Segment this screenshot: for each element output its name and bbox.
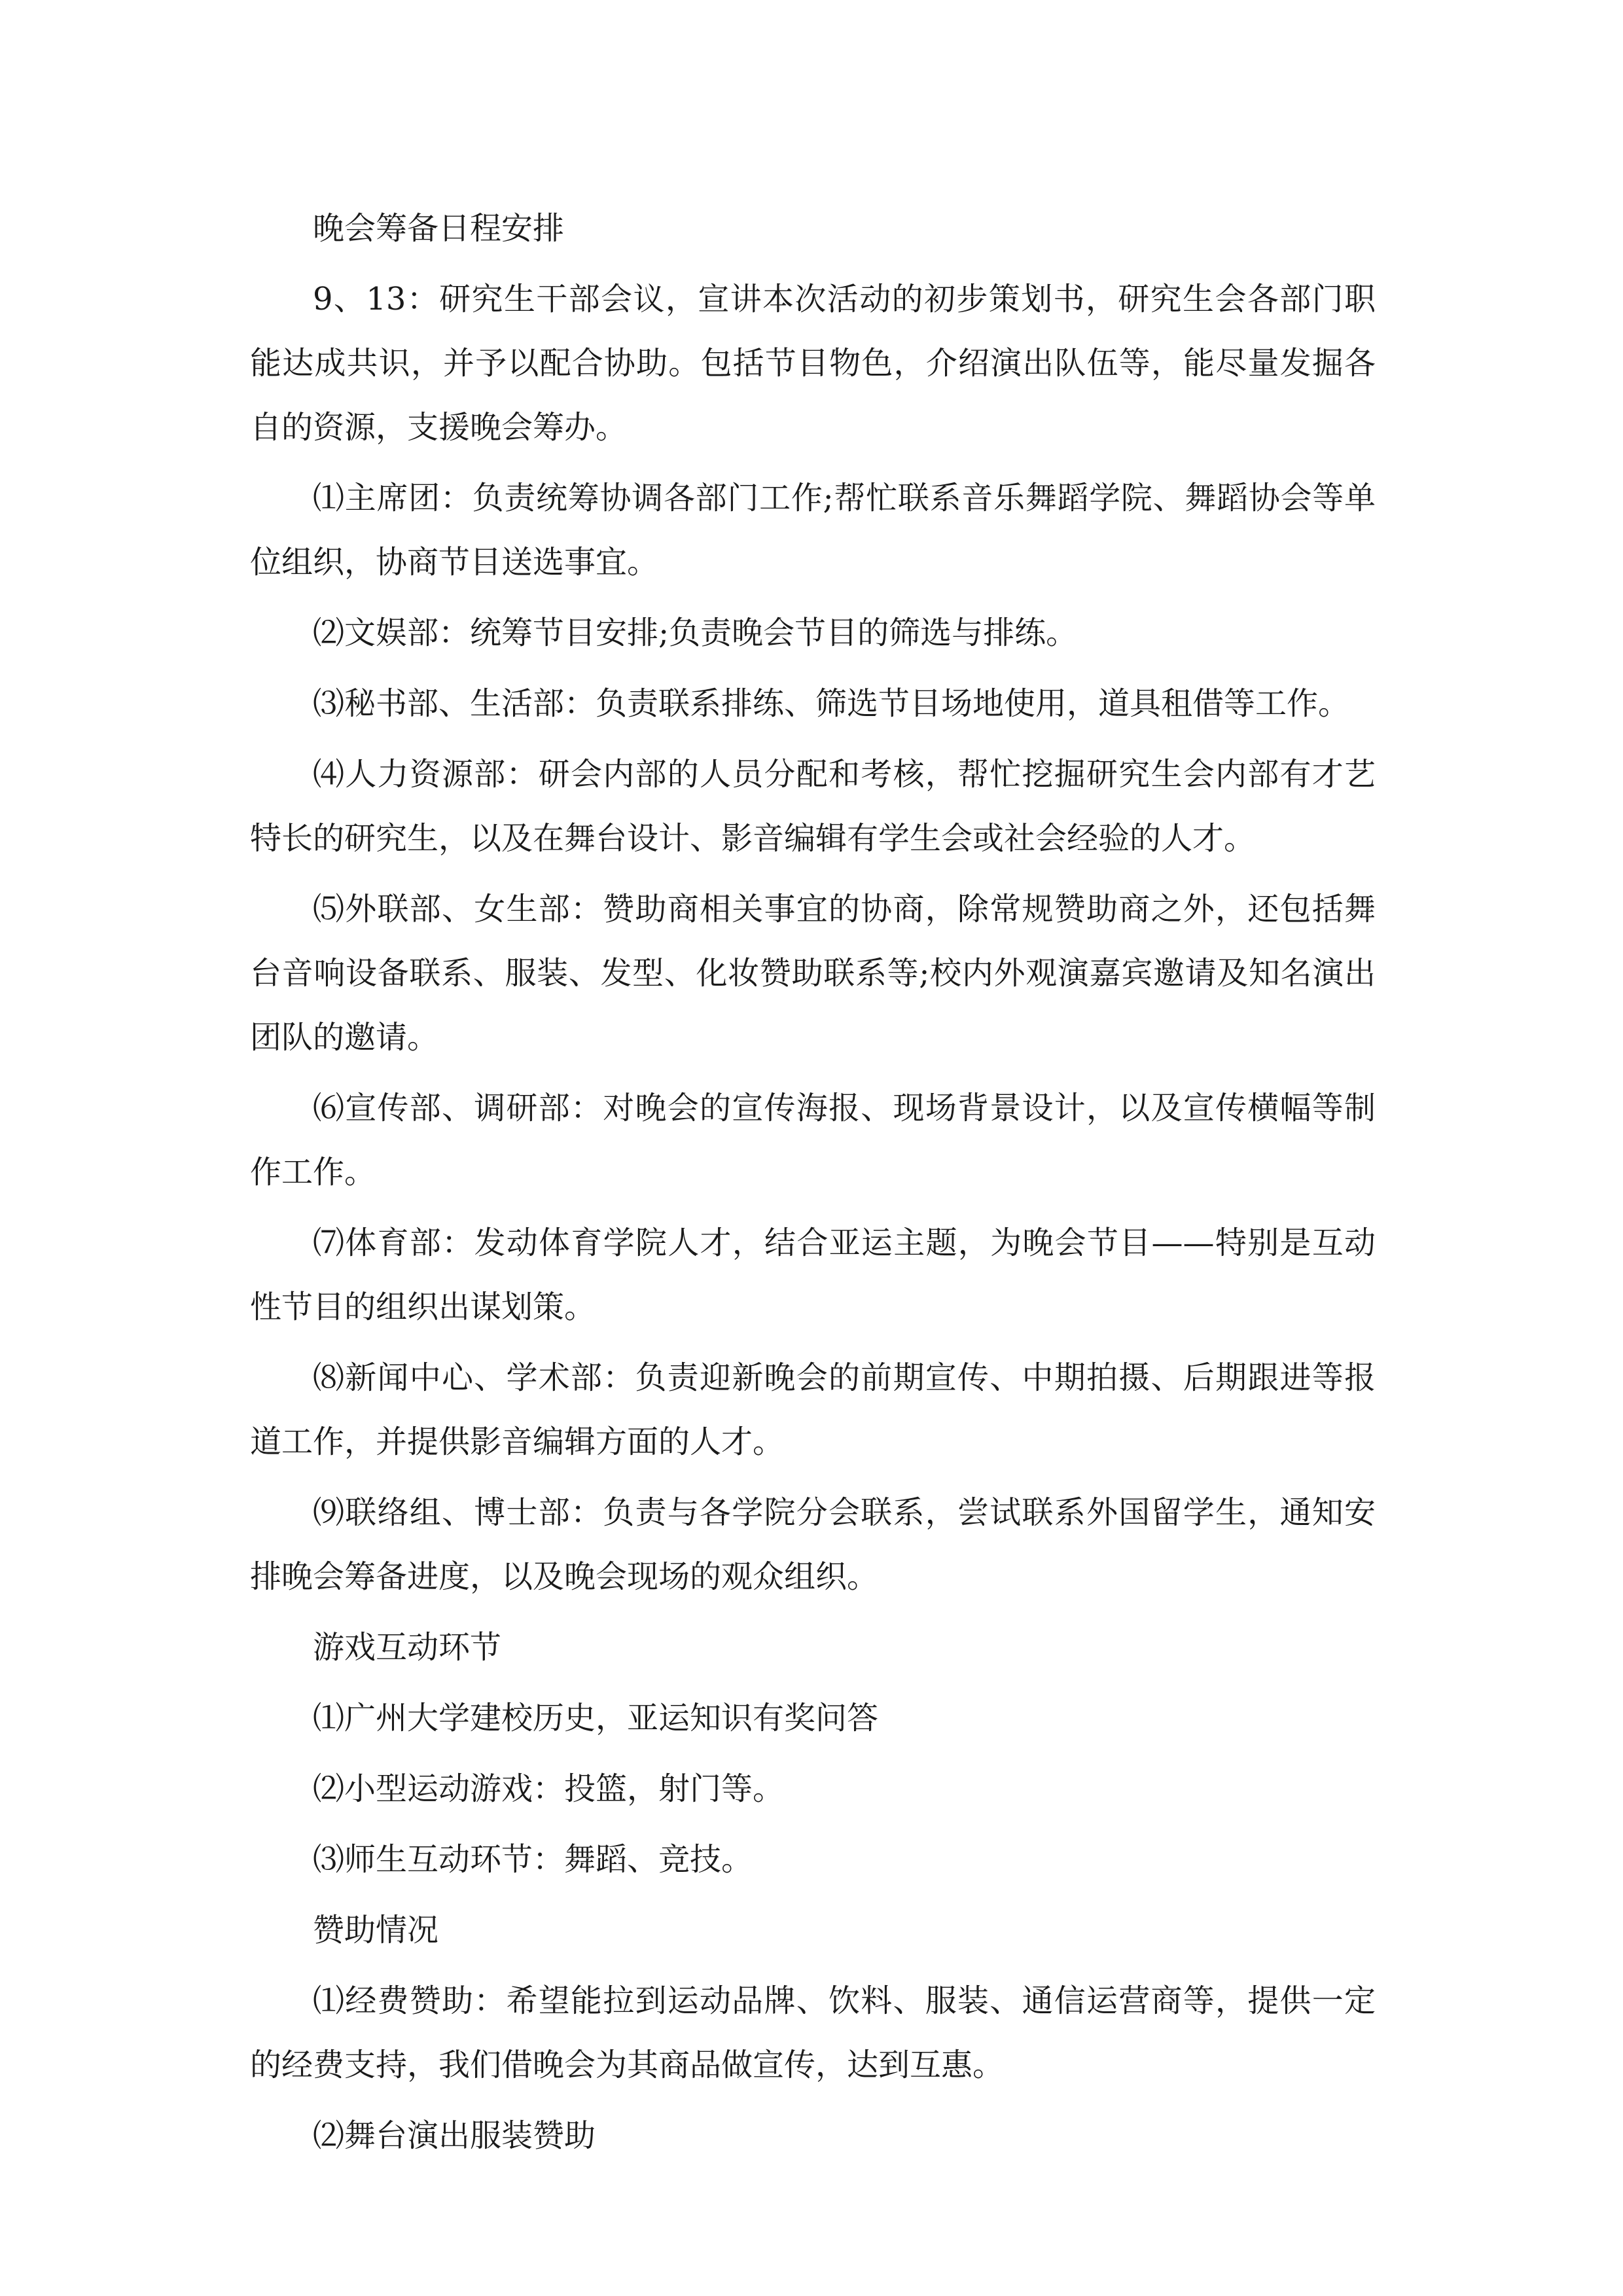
schedule-item: ⑵文娱部：统筹节目安排;负责晚会节目的筛选与排练。 [313, 615, 1078, 651]
schedule-item: ⑴主席团：负责统筹协调各部门工作;帮忙联系音乐舞蹈学院、舞蹈协会等单位组织，协商节目送选事宜。 [250, 480, 1376, 581]
schedule-item: ⑺体育部：发动体育学院人才，结合亚运主题，为晚会节目——特别是互动性节目的组织出谋划策。 [250, 1225, 1376, 1325]
schedule-item: ⑼联络组、博士部：负责与各学院分会联系，尝试联系外国留学生，通知安排晚会筹备进度，以及晚会现场的观众组织。 [250, 1494, 1376, 1595]
game-item: ⑴广州大学建校历史，亚运知识有奖问答 [313, 1700, 879, 1736]
games-heading: 游戏互动环节 [313, 1629, 502, 1666]
schedule-item: ⑸外联部、女生部：赞助商相关事宜的协商，除常规赞助商之外，还包括舞台音响设备联系、服装、发型、化妆赞助联系等;校内外观演嘉宾邀请及知名演出团队的邀请。 [250, 891, 1376, 1056]
sponsor-item: ⑵舞台演出服装赞助 [313, 2117, 596, 2154]
document-body [250, 196, 1376, 2174]
schedule-item: ⑶秘书部、生活部：负责联系排练、筛选节目场地使用，道具租借等工作。 [313, 685, 1350, 722]
sponsor-item: ⑴经费赞助：希望能拉到运动品牌、饮料、服装、通信运营商等，提供一定的经费支持，我们借晚会为其商品做宣传，达到互惠。 [250, 1982, 1376, 2083]
game-item: ⑶师生互动环节：舞蹈、竞技。 [313, 1841, 753, 1878]
schedule-intro: 9、13：研究生干部会议，宣讲本次活动的初步策划书，研究生会各部门职能达成共识，并予以配合协助。包括节目物色，介绍演出队伍等，能尽量发掘各自的资源，支援晚会筹办。 [250, 281, 1376, 446]
schedule-item: ⑷人力资源部：研会内部的人员分配和考核，帮忙挖掘研究生会内部有才艺特长的研究生，以及在舞台设计、影音编辑有学生会或社会经验的人才。 [250, 756, 1376, 857]
schedule-item: ⑹宣传部、调研部：对晚会的宣传海报、现场背景设计，以及宣传横幅等制作工作。 [250, 1090, 1376, 1191]
schedule-item: ⑻新闻中心、学术部：负责迎新晚会的前期宣传、中期拍摄、后期跟进等报道工作，并提供影音编辑方面的人才。 [250, 1359, 1376, 1460]
sponsor-heading: 赞助情况 [313, 1912, 439, 1948]
schedule-heading: 晚会筹备日程安排 [313, 210, 565, 247]
game-item: ⑵小型运动游戏：投篮，射门等。 [313, 1770, 785, 1807]
